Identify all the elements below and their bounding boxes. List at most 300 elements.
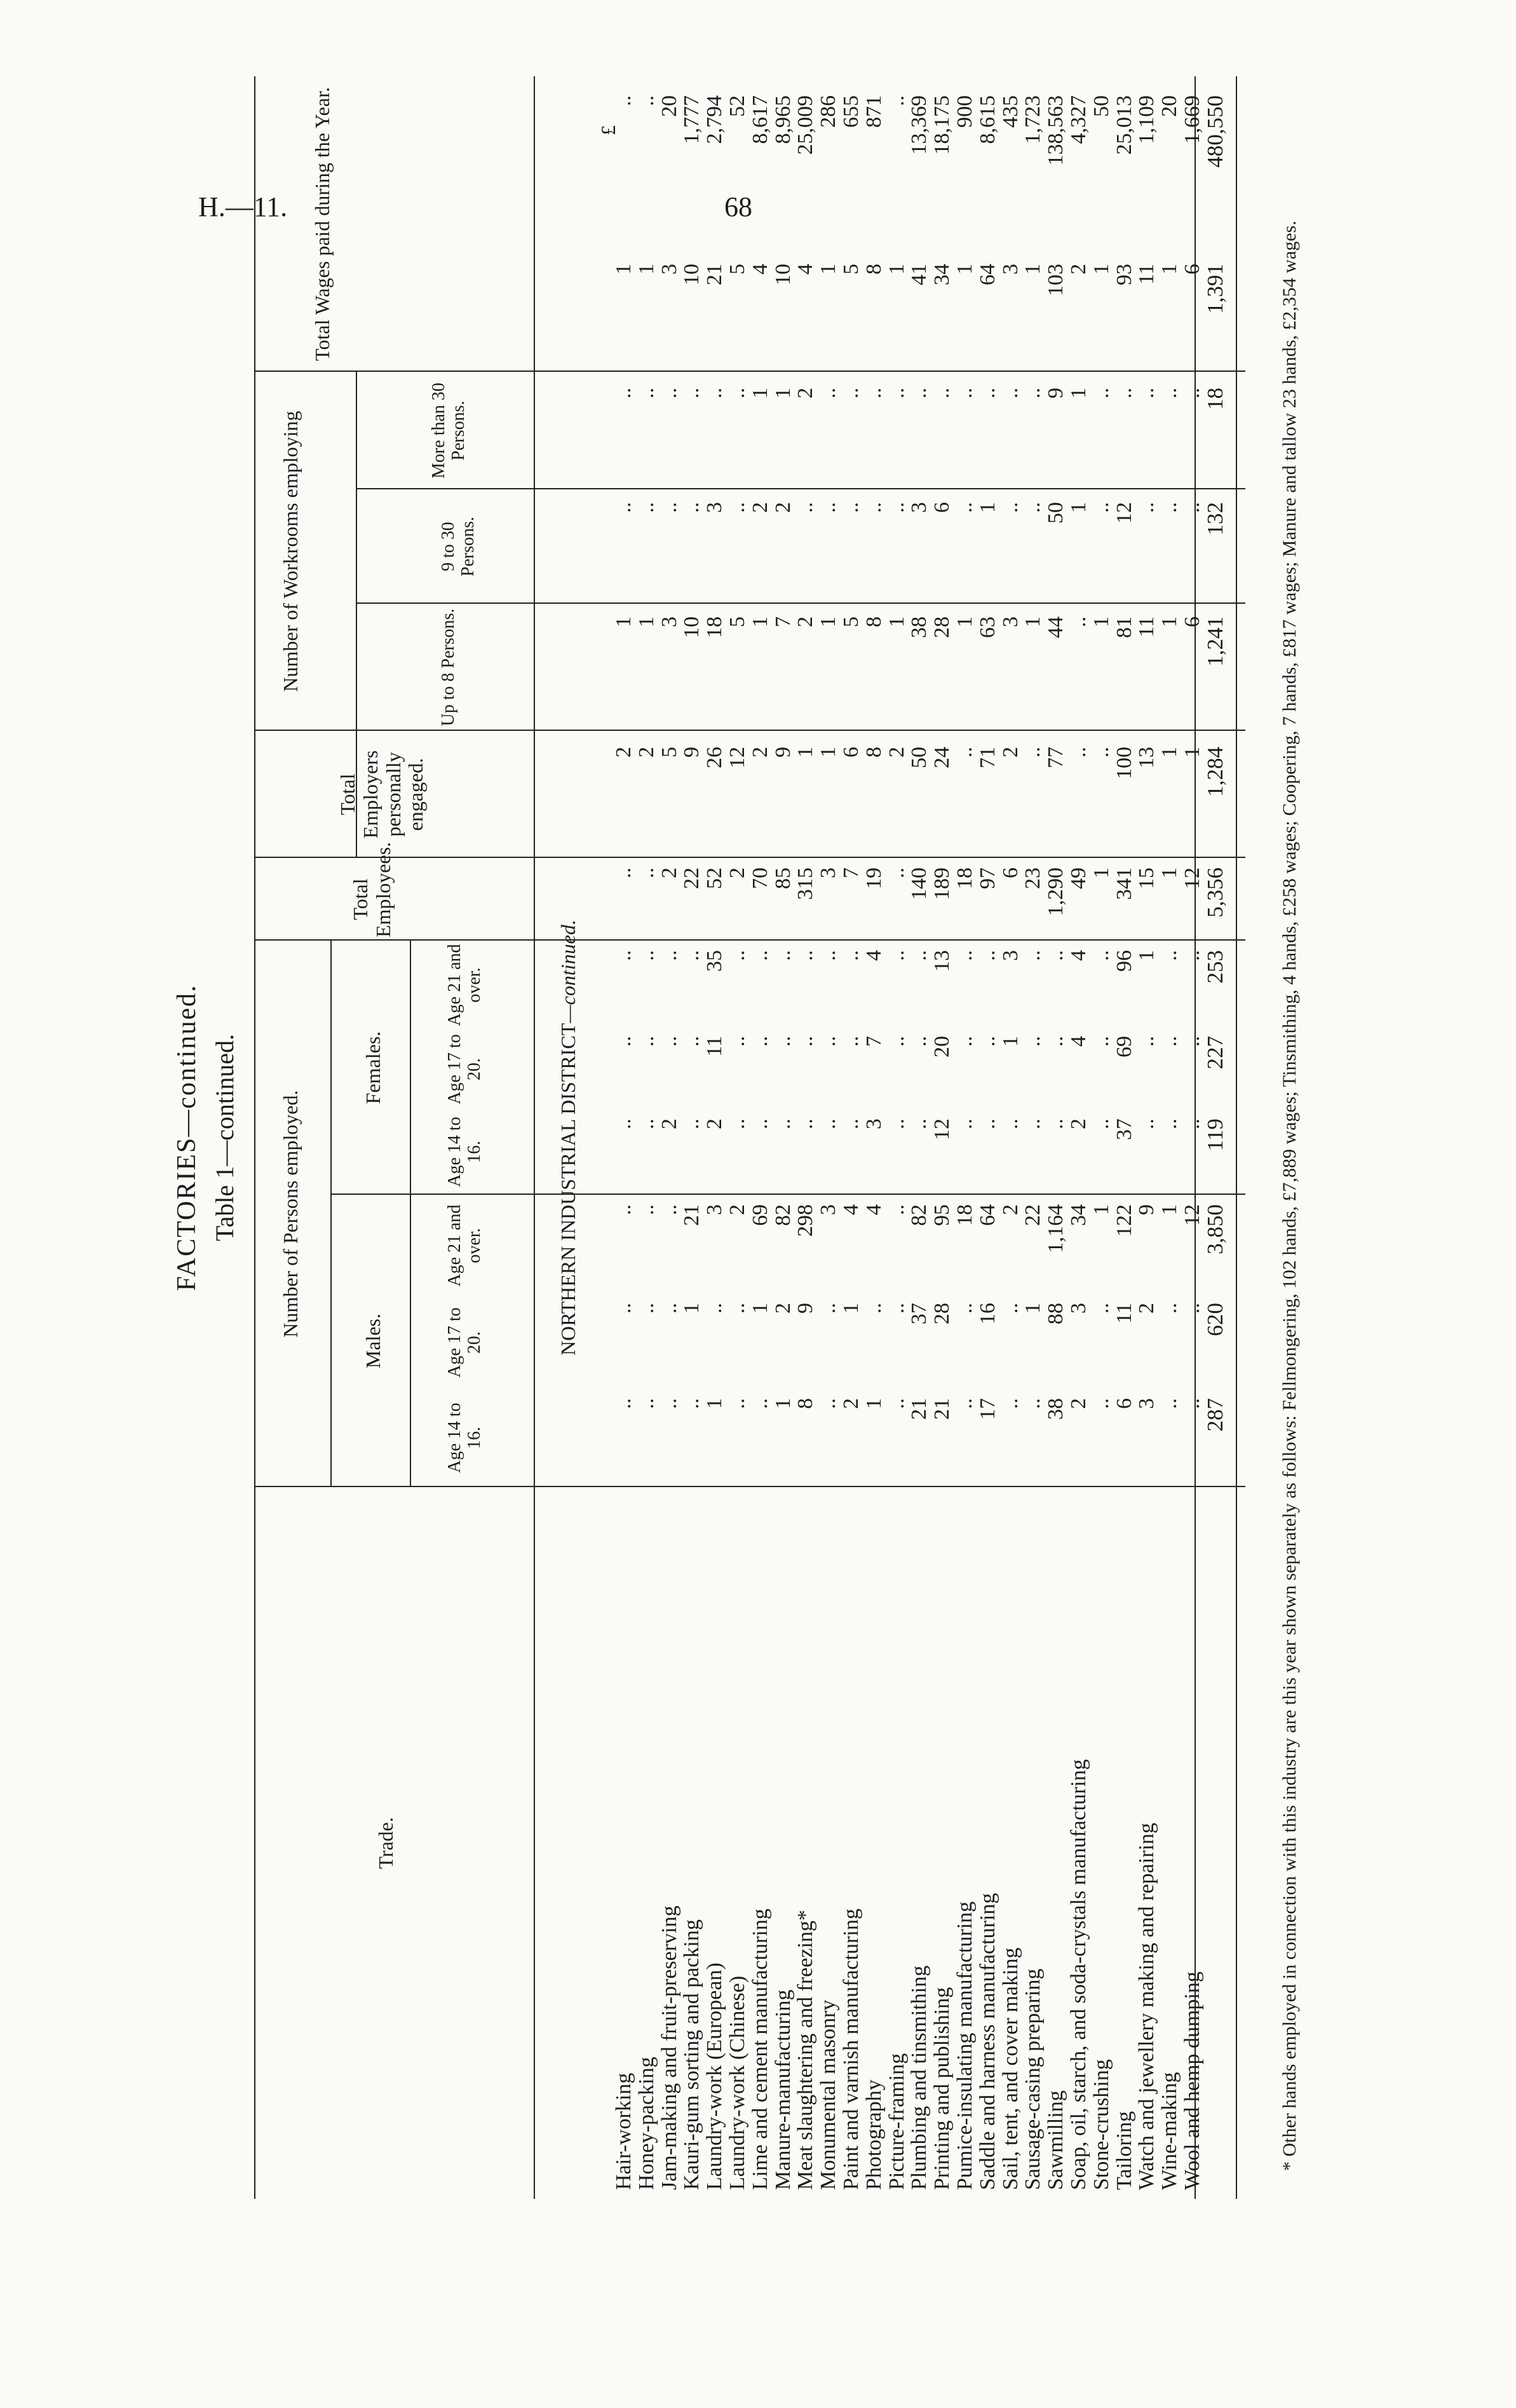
table-cell: 2	[726, 1204, 749, 1215]
table-cell: 2	[998, 1204, 1022, 1215]
table-cell: ..	[862, 388, 886, 398]
table-cell: ..	[816, 1303, 841, 1314]
table-cell: ..	[634, 1119, 658, 1129]
table-title: FACTORIES—continued.	[172, 984, 201, 1291]
table-cell: 435	[998, 95, 1022, 128]
table-cell: 24	[930, 747, 954, 768]
table-cell: ..	[998, 1119, 1022, 1129]
table-cell: ..	[1021, 502, 1045, 513]
table-cell: 1	[612, 616, 635, 627]
table-cell: 81	[1112, 616, 1136, 638]
table-row	[659, 76, 680, 2199]
table-cell: 28	[930, 616, 954, 638]
table-cell: 21	[680, 1204, 704, 1226]
table-cell: ..	[1067, 747, 1090, 758]
table-cell: 16	[975, 1303, 999, 1324]
female-age-21-over-header: Age 21 and over.	[445, 944, 485, 1026]
table-cell: ..	[612, 1036, 635, 1047]
district-heading	[557, 76, 580, 2199]
table-cell: 3	[1067, 1303, 1090, 1314]
table-cell: 71	[975, 747, 999, 768]
male-age-17-20-header: Age 17 to 20.	[445, 1307, 485, 1378]
trade-name: Monumental masonry	[816, 1999, 841, 2190]
table-cell: ..	[612, 502, 635, 513]
table-cell: ..	[1067, 616, 1090, 627]
table-cell: 1	[1181, 747, 1204, 758]
table-cell: ..	[816, 950, 841, 961]
table-cell: 26	[703, 747, 727, 768]
table-cell: 2	[839, 1398, 863, 1409]
table-cell: 2	[998, 747, 1022, 758]
table-cell: ..	[657, 1398, 681, 1409]
table-cell: ..	[612, 388, 635, 398]
table-cell: 11	[703, 1036, 727, 1057]
table-row	[954, 76, 975, 2199]
table-cell: 50	[1089, 95, 1113, 117]
table-cell: 1	[634, 264, 658, 275]
trade-name: Pumice-insulating manufacturing	[953, 1901, 977, 2190]
table-cell: 2	[657, 1119, 681, 1129]
table-cell: ..	[1158, 1303, 1182, 1314]
table-cell: 1	[816, 264, 841, 275]
table-row	[773, 76, 794, 2199]
table-cell: 22	[680, 867, 704, 889]
table-cell: ..	[680, 502, 704, 513]
table-cell: ..	[1089, 502, 1113, 513]
table-row	[750, 76, 771, 2199]
table-cell: ..	[839, 502, 863, 513]
table-cell: 37	[1112, 1119, 1136, 1140]
table-cell: 1	[1089, 867, 1113, 878]
table-cell: 6	[1181, 616, 1204, 627]
table-cell: ..	[1089, 1119, 1113, 1129]
table-cell: 1	[1067, 502, 1090, 513]
table-cell: 1,669	[1181, 95, 1204, 144]
table-cell: 1	[998, 1036, 1022, 1047]
table-cell: 1	[1021, 1303, 1045, 1314]
trade-name: Laundry-work (Chinese)	[726, 1975, 749, 2190]
table-cell: 1,109	[1135, 95, 1159, 144]
trade-name: Lime and cement manufacturing	[748, 1908, 772, 2190]
table-cell: 3	[998, 616, 1022, 627]
table-cell: 6	[930, 502, 954, 513]
total-cell: 1,241	[1203, 616, 1228, 667]
table-cell: ..	[657, 388, 681, 398]
trade-name: Picture-framing	[884, 2053, 909, 2190]
table-cell: 41	[907, 264, 931, 285]
table-cell: ..	[794, 1036, 818, 1047]
table-cell: 7	[839, 867, 863, 878]
table-cell: 2	[748, 502, 772, 513]
table-cell: ..	[1181, 1119, 1204, 1129]
table-cell: ..	[1021, 747, 1045, 758]
table-cell: ..	[953, 502, 977, 513]
table-cell: 12	[1181, 1204, 1204, 1226]
total-cell: 119	[1203, 1119, 1228, 1152]
table-cell: ..	[657, 1204, 681, 1215]
table-cell: ..	[1181, 502, 1204, 513]
table-cell: 1	[1158, 264, 1182, 275]
table-cell: 4	[862, 950, 886, 961]
table-cell: 100	[1112, 747, 1136, 779]
table-cell: 900	[953, 95, 977, 128]
table-cell: ..	[1158, 950, 1182, 961]
table-cell: 7	[771, 616, 795, 627]
workrooms-more-than-30-header: More than 30 Persons.	[429, 383, 469, 479]
table-cell: 12	[1112, 502, 1136, 524]
table-cell: 10	[771, 264, 795, 285]
table-cell: 8	[862, 264, 886, 275]
table-cell: 8,615	[975, 95, 999, 144]
table-cell: 1	[1089, 264, 1113, 275]
table-cell: 9	[680, 747, 704, 758]
table-cell: 70	[748, 867, 772, 889]
total-cell: 1,391	[1203, 264, 1228, 314]
table-cell: 1	[1021, 616, 1045, 627]
district-name: NORTHERN INDUSTRIAL DISTRICT	[557, 1023, 579, 1356]
table-cell: 11	[1135, 264, 1159, 285]
total-cell: 253	[1203, 950, 1228, 984]
table-cell: 63	[975, 616, 999, 638]
table-cell: 1	[634, 616, 658, 627]
table-subtitle: Table 1—continued.	[210, 1034, 239, 1241]
table-cell: ..	[680, 388, 704, 398]
table-cell: 12	[726, 747, 749, 768]
table-cell: 2	[657, 867, 681, 878]
table-cell: ..	[975, 1119, 999, 1129]
table-cell: ..	[953, 1119, 977, 1129]
table-cell: ..	[816, 1119, 841, 1129]
table-row	[1159, 76, 1180, 2199]
table-cell: ..	[1044, 950, 1068, 961]
table-cell: 20	[657, 95, 681, 117]
table-cell: ..	[1181, 388, 1204, 398]
table-cell: 3	[998, 264, 1022, 275]
wages-header: Total Wages paid during the Year.	[311, 87, 334, 361]
workrooms-header: Number of Workrooms employing	[279, 411, 302, 692]
table-row	[1182, 76, 1203, 2199]
table-row	[818, 76, 839, 2199]
table-cell: ..	[612, 1303, 635, 1314]
trade-name: Wine-making	[1158, 2072, 1182, 2190]
table-row	[841, 76, 862, 2199]
table-row	[863, 76, 884, 2199]
table-cell: 18	[953, 1204, 977, 1226]
table-cell: 88	[1044, 1303, 1068, 1324]
table-cell: 3	[703, 502, 727, 513]
table-cell: ..	[975, 950, 999, 961]
table-cell: 18	[703, 616, 727, 638]
table-cell: ..	[816, 502, 841, 513]
table-cell: 1	[975, 502, 999, 513]
table-cell: 1	[953, 616, 977, 627]
total-cell: 5,356	[1203, 867, 1228, 918]
table-cell: 28	[930, 1303, 954, 1324]
table-cell: ..	[907, 1119, 931, 1129]
table-cell: 20	[1158, 95, 1182, 117]
table-cell: 52	[726, 95, 749, 117]
table-cell: 189	[930, 867, 954, 900]
table-cell: ..	[953, 950, 977, 961]
table-cell: 17	[975, 1398, 999, 1420]
total-cell: 480,550	[1203, 95, 1228, 168]
table-cell: ..	[657, 502, 681, 513]
table-cell: ..	[748, 950, 772, 961]
table-cell: ..	[839, 1119, 863, 1129]
total-cell: 227	[1203, 1036, 1228, 1070]
table-cell: 2	[1135, 1303, 1159, 1314]
trade-name: Soap, oil, starch, and soda-crystals manufacturing	[1067, 1759, 1090, 2190]
table-cell: 298	[794, 1204, 818, 1237]
table-cell: ..	[726, 1036, 749, 1047]
table-cell: ..	[953, 1398, 977, 1409]
table-cell: 12	[930, 1119, 954, 1140]
table-cell: 1	[748, 616, 772, 627]
table-cell: 5	[839, 616, 863, 627]
table-cell: 2	[634, 747, 658, 758]
table-cell: 3	[907, 502, 931, 513]
table-cell: ..	[634, 1036, 658, 1047]
table-cell: ..	[680, 950, 704, 961]
table-cell: ..	[680, 1398, 704, 1409]
trade-name: Sausage-casing preparing	[1021, 1968, 1045, 2190]
table-cell: ..	[771, 1036, 795, 1047]
table-cell: ..	[1021, 1036, 1045, 1047]
table-cell: ..	[953, 747, 977, 758]
table-cell: ..	[930, 388, 954, 398]
table-cell: ..	[1044, 1119, 1068, 1129]
table-cell: ..	[771, 950, 795, 961]
table-cell: 1	[1067, 388, 1090, 398]
table-cell: 50	[1044, 502, 1068, 524]
table-cell: 1	[884, 264, 909, 275]
table-cell: ..	[726, 388, 749, 398]
table-cell: 2,794	[703, 95, 727, 144]
table-cell: ..	[839, 1036, 863, 1047]
table-cell: ..	[748, 1398, 772, 1409]
table-cell: 2	[748, 747, 772, 758]
table-cell: ..	[612, 1204, 635, 1215]
table-row	[1000, 76, 1021, 2199]
table-row	[681, 76, 702, 2199]
table-cell: ..	[839, 388, 863, 398]
table-cell: ..	[634, 950, 658, 961]
table-row	[909, 76, 930, 2199]
table-cell: ..	[794, 1119, 818, 1129]
table-cell: ..	[634, 867, 658, 878]
persons-employed-header: Number of Persons employed.	[279, 1090, 302, 1338]
table-row	[1068, 76, 1089, 2199]
table-cell: 25,009	[794, 95, 818, 155]
table-row	[1114, 76, 1135, 2199]
table-cell: 5	[839, 264, 863, 275]
footnote: * Other hands employed in connection with this industry are this year shown separately as follows: Fellmongering, 102 hands, £7,889 wages; Tinsmithing, 4 hands, £258 wages; Coopering, 7 hands, £817 wages; Manure and tallow 23 hands, £2,354 wages.	[1279, 221, 1300, 2171]
table-cell: 38	[1044, 1398, 1068, 1420]
trade-name: Honey-packing	[634, 2057, 658, 2190]
table-cell: 2	[794, 388, 818, 398]
table-cell: ..	[884, 1119, 909, 1129]
total-cell: 620	[1203, 1303, 1228, 1337]
table-cell: 3	[816, 1204, 841, 1215]
table-cell: ..	[998, 1303, 1022, 1314]
table-cell: 2	[726, 867, 749, 878]
totals-row	[1203, 76, 1228, 2199]
table-cell: 10	[680, 264, 704, 285]
table-cell: 13,369	[907, 95, 931, 155]
table-cell: 140	[907, 867, 931, 900]
trade-name: Kauri-gum sorting and packing	[680, 1919, 704, 2190]
table-cell: ..	[1158, 1036, 1182, 1047]
table-cell: ..	[726, 1303, 749, 1314]
table-cell: 1	[748, 388, 772, 398]
table-cell: 2	[794, 616, 818, 627]
table-cell: 1	[1158, 867, 1182, 878]
table-cell: ..	[1181, 1398, 1204, 1409]
table-cell: ..	[1089, 950, 1113, 961]
trade-name: Photography	[862, 2079, 886, 2190]
table-cell: ..	[907, 950, 931, 961]
table-cell: 21	[930, 1398, 954, 1420]
table-cell: ..	[953, 1303, 977, 1314]
table-cell: ..	[839, 950, 863, 961]
table-cell: 20	[930, 1036, 954, 1058]
table-cell: ..	[816, 1398, 841, 1409]
table-cell: ..	[1021, 388, 1045, 398]
table-cell: ..	[726, 502, 749, 513]
table-cell: 95	[930, 1204, 954, 1226]
table-row	[1045, 76, 1066, 2199]
table-cell: 1	[703, 1398, 727, 1409]
table-cell: 97	[975, 867, 999, 889]
table-cell: ..	[771, 1119, 795, 1129]
table-cell: 5	[726, 616, 749, 627]
table-cell: ..	[748, 1119, 772, 1129]
table-cell: 1	[1158, 747, 1182, 758]
table-cell: ..	[884, 867, 909, 878]
table-cell: 3	[862, 1119, 886, 1129]
table-cell: 49	[1067, 867, 1090, 889]
trade-name: Watch and jewellery making and repairing	[1135, 1823, 1159, 2190]
table-row	[795, 76, 816, 2199]
table-cell: 64	[975, 264, 999, 285]
table-cell: 1,777	[680, 95, 704, 144]
table-cell: ..	[1089, 1036, 1113, 1047]
table-cell: 138,563	[1044, 95, 1068, 166]
table-cell: ..	[884, 1303, 909, 1314]
table-cell: ..	[1044, 1036, 1068, 1047]
table-cell: ..	[703, 1303, 727, 1314]
table-cell: 7	[862, 1036, 886, 1047]
table-cell: 82	[771, 1204, 795, 1226]
table-cell: 96	[1112, 950, 1136, 972]
table-cell: 11	[1135, 616, 1159, 637]
table-cell: 1	[862, 1398, 886, 1409]
table-cell: 6	[1181, 264, 1204, 275]
table-cell: 8	[862, 747, 886, 758]
table-cell: 13	[1135, 747, 1159, 768]
table-cell: ..	[1181, 950, 1204, 961]
table-cell: ..	[907, 388, 931, 398]
workrooms-up-to-8-header: Up to 8 Persons.	[438, 608, 458, 726]
table-cell: 1	[771, 1398, 795, 1409]
trade-name: Jam-making and fruit-preserving	[657, 1905, 681, 2190]
table-cell: 3	[703, 1204, 727, 1215]
table-cell: ..	[953, 388, 977, 398]
table-cell: 122	[1112, 1204, 1136, 1237]
table-cell: 69	[748, 1204, 772, 1226]
table-cell: 18	[953, 867, 977, 889]
table-cell: 1	[1158, 616, 1182, 627]
table-cell: 77	[1044, 747, 1068, 768]
table-cell: ..	[680, 1119, 704, 1129]
table-cell: ..	[726, 1119, 749, 1129]
table-cell: ..	[612, 95, 635, 106]
factories-table	[254, 76, 1245, 2199]
table-cell: 6	[998, 867, 1022, 878]
page-number: 68	[724, 191, 752, 222]
trade-name: Saddle and harness manufacturing	[975, 1893, 999, 2190]
table-cell: ..	[680, 1036, 704, 1047]
table-cell: 8	[862, 616, 886, 627]
table-cell: 2	[1067, 264, 1090, 275]
table-cell: 1	[680, 1303, 704, 1314]
table-cell: ..	[1135, 1119, 1159, 1129]
table-cell: 1,164	[1044, 1204, 1068, 1253]
table-cell: ..	[884, 95, 909, 106]
table-cell: 82	[907, 1204, 931, 1226]
table-cell: 2	[1067, 1119, 1090, 1129]
table-row	[931, 76, 952, 2199]
table-cell: 5	[726, 264, 749, 275]
table-cell: 1	[953, 264, 977, 275]
table-cell: ..	[612, 1119, 635, 1129]
table-cell: 2	[612, 747, 635, 758]
table-cell: ..	[1158, 502, 1182, 513]
table-row	[977, 76, 998, 2199]
employers-header: Total Employers personally engaged.	[336, 750, 428, 839]
table-cell: 2	[771, 1303, 795, 1314]
table-cell: 3	[998, 950, 1022, 961]
table-cell: 286	[816, 95, 841, 128]
table-cell: 341	[1112, 867, 1136, 900]
female-age-17-20-header: Age 17 to 20.	[445, 1034, 485, 1105]
rotated-table-block	[172, 76, 1442, 2199]
table-cell: 8,617	[748, 95, 772, 144]
table-cell: ..	[634, 1204, 658, 1215]
table-cell: 18,175	[930, 95, 954, 155]
table-cell: ..	[612, 867, 635, 878]
table-cell: ..	[1089, 747, 1113, 758]
table-cell: 1	[771, 388, 795, 398]
table-cell: 1	[1158, 1204, 1182, 1215]
table-cell: 22	[1021, 1204, 1045, 1226]
table-cell: ..	[884, 1204, 909, 1215]
table-cell: ..	[1089, 388, 1113, 398]
table-cell: 9	[771, 747, 795, 758]
table-cell: ..	[1112, 388, 1136, 398]
table-cell: 1	[1089, 1204, 1113, 1215]
page-reference: H.—11.	[198, 191, 288, 222]
table-cell: ..	[1158, 1398, 1182, 1409]
table-cell: ..	[862, 502, 886, 513]
male-age-21-over-header: Age 21 and over.	[445, 1204, 485, 1287]
table-cell: 93	[1112, 264, 1136, 285]
currency-symbol: £	[597, 125, 619, 135]
table-row	[1022, 76, 1043, 2199]
table-row	[636, 76, 657, 2199]
total-cell: 132	[1203, 502, 1228, 536]
table-cell: 1	[612, 264, 635, 275]
